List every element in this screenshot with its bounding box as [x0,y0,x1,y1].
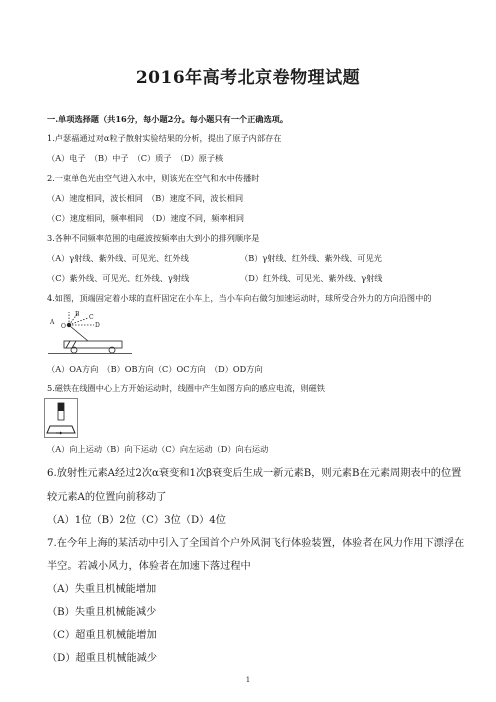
q5-options: （A）向上运动（B）向下运动（C）向左运动（D）向右运动 [47,444,269,454]
label-d: D [95,322,100,329]
cart-rod-ball-figure [44,308,136,358]
section-header: 一.单项选择题（共16分，每小题2分。每小题只有一个正确选项。 [47,114,289,124]
q7-option-b: （B）失重且机械能减少 [47,607,157,618]
q5-stem: 5.磁铁在线圈中心上方开始运动时，线圈中产生如图方向的感应电流，则磁铁 [47,383,326,393]
label-o: O [61,323,66,330]
direction-oc [69,318,88,325]
q3-stem: 3.各种不同频率范围的电磁波按频率由大到小的排列顺序是 [47,233,260,243]
label-a: A [50,319,55,326]
ball [67,323,71,327]
q1-options: （A）电子 （B）中子 （C）质子 （D）原子核 [47,153,224,163]
q3-option-c: （C）紫外线、可见光、红外线、γ射线 [47,273,190,283]
q7-line1: 7.在今年上海的某活动中引入了全国首个户外风洞飞行体验装置，体验者在风力作用下漂浮在 [47,538,465,549]
q4-stem: 4.如图，顶端固定着小球的直杆固定在小车上，当小车向右做匀加速运动时，球所受合外力的方向沿图中的 [47,293,432,303]
magnet-coil-figure [44,398,78,438]
q7-option-c: （C）超重且机械能增加 [47,630,157,641]
label-c: C [89,314,94,321]
q3-option-d: （D）红外线、可见光、紫外线、γ射线 [240,273,383,283]
q6-options: （A）1位（B）2位（C）3位（D）4位 [47,515,226,526]
q7-line2: 半空。若减小风力，体验者在加速下落过程中 [47,561,251,572]
q6-line1: 6.放射性元素A经过2次α衰变和1次β衰变后生成一新元素B，则元素B在元素周期表中的位置 [47,468,462,479]
page-number: 1 [245,676,251,684]
q2-options-row1: （A）速度相同，波长相同 （B）速度不同，波长相同 [47,193,244,203]
label-b: B [75,311,80,318]
rod [70,326,88,341]
q7-option-a: （A）失重且机械能增加 [47,584,157,595]
q1-stem: 1.卢瑟福通过对α粒子散射实验结果的分析，提出了原子内部存在 [47,133,282,143]
q2-stem: 2.一束单色光由空气进入水中，则该光在空气和水中传播时 [47,173,260,183]
q2-options-row2: （C）速度相同，频率相同 （D）速度不同，频率相同 [47,213,245,223]
q6-line2: 较元素A的位置向前移动了 [47,492,167,503]
q4-options: （A）OA方向 （B）OB方向（C）OC方向 （D）OD方向 [47,364,263,374]
q3-option-a: （A）γ射线、紫外线、可见光、红外线 [47,253,189,263]
page-title: 2016年高考北京卷物理试题 [135,68,361,88]
q3-option-b: （B）γ射线、红外线、紫外线、可见光 [240,253,382,263]
q7-option-d: （D）超重且机械能减少 [47,653,158,664]
magnet-n-pole [58,403,64,411]
